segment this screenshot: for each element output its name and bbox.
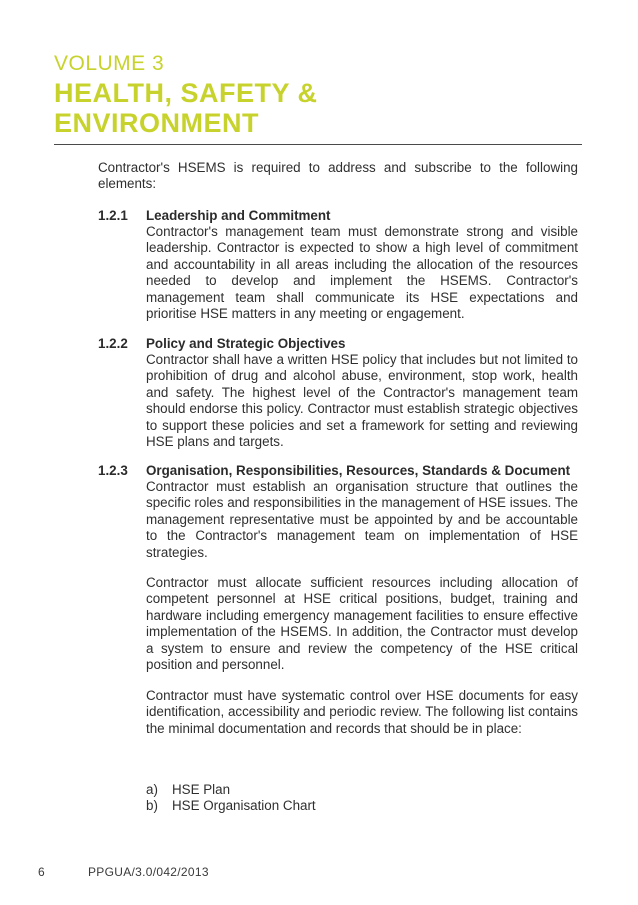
volume-title-line1: HEALTH, SAFETY & [54,78,318,108]
list-item [146,798,316,814]
section-heading: Leadership and Commitment [146,208,331,223]
section-heading: Organisation, Responsibilities, Resources, Standards & Document [146,463,571,478]
list-marker: b) [146,798,158,813]
document-reference: PPGUA/3.0/042/2013 [88,865,209,879]
list-item-text: HSE Plan [172,782,231,797]
section-number: 1.2.1 [98,208,128,223]
list-item-text: HSE Organisation Chart [172,798,316,813]
intro-paragraph: Contractor's HSEMS is required to address and subscribe to the following elements: [98,160,578,192]
section-paragraph: Contractor must have systematic control over HSE documents for easy identification, accessibility and periodic review. The following list contains the minimal documentation and records that should be in place: [146,688,578,736]
volume-title-line2: ENVIRONMENT [54,108,260,138]
volume-title [54,78,474,138]
list-item [146,782,230,798]
section-paragraph: Contractor must establish an organisation structure that outlines the specific roles and responsibilities in the management of HSE issues. The management representative must be appointed by and be accountable to the Contractor's management team on implementation of HSE strategies. [146,479,578,560]
page-number: 6 [38,865,45,879]
section-number: 1.2.3 [98,463,128,478]
section-paragraph: Contractor must allocate sufficient resources including allocation of competent personnel at HSE critical positions, budget, training and hardware including emergency management facilities to ensure effective implementation of the HSEMS. In addition, the Contractor must develop a system to ensure and review the competency of the HSE critical position and personnel. [146,575,578,673]
header-rule [54,144,582,145]
list-marker: a) [146,782,158,797]
section-paragraph: Contractor's management team must demonstrate strong and visible leadership. Contractor is expected to show a high level of commitment and accountability in all areas including the allocation of the resources needed to develop and implement the HSEMS. Contractor's management team shall communicate its HSE expectations and prioritise HSE matters in any meeting or engagement. [146,224,578,322]
section-heading: Policy and Strategic Objectives [146,336,346,351]
section-number: 1.2.2 [98,336,128,351]
section-paragraph: Contractor shall have a written HSE policy that includes but not limited to prohibition of drug and alcohol abuse, environment, stop work, health and safety. The highest level of the Contractor's management team should endorse this policy. Contractor must establish strategic objectives to support these policies and set a framework for setting and reviewing HSE plans and targets. [146,352,578,450]
volume-label: VOLUME 3 [54,52,165,75]
